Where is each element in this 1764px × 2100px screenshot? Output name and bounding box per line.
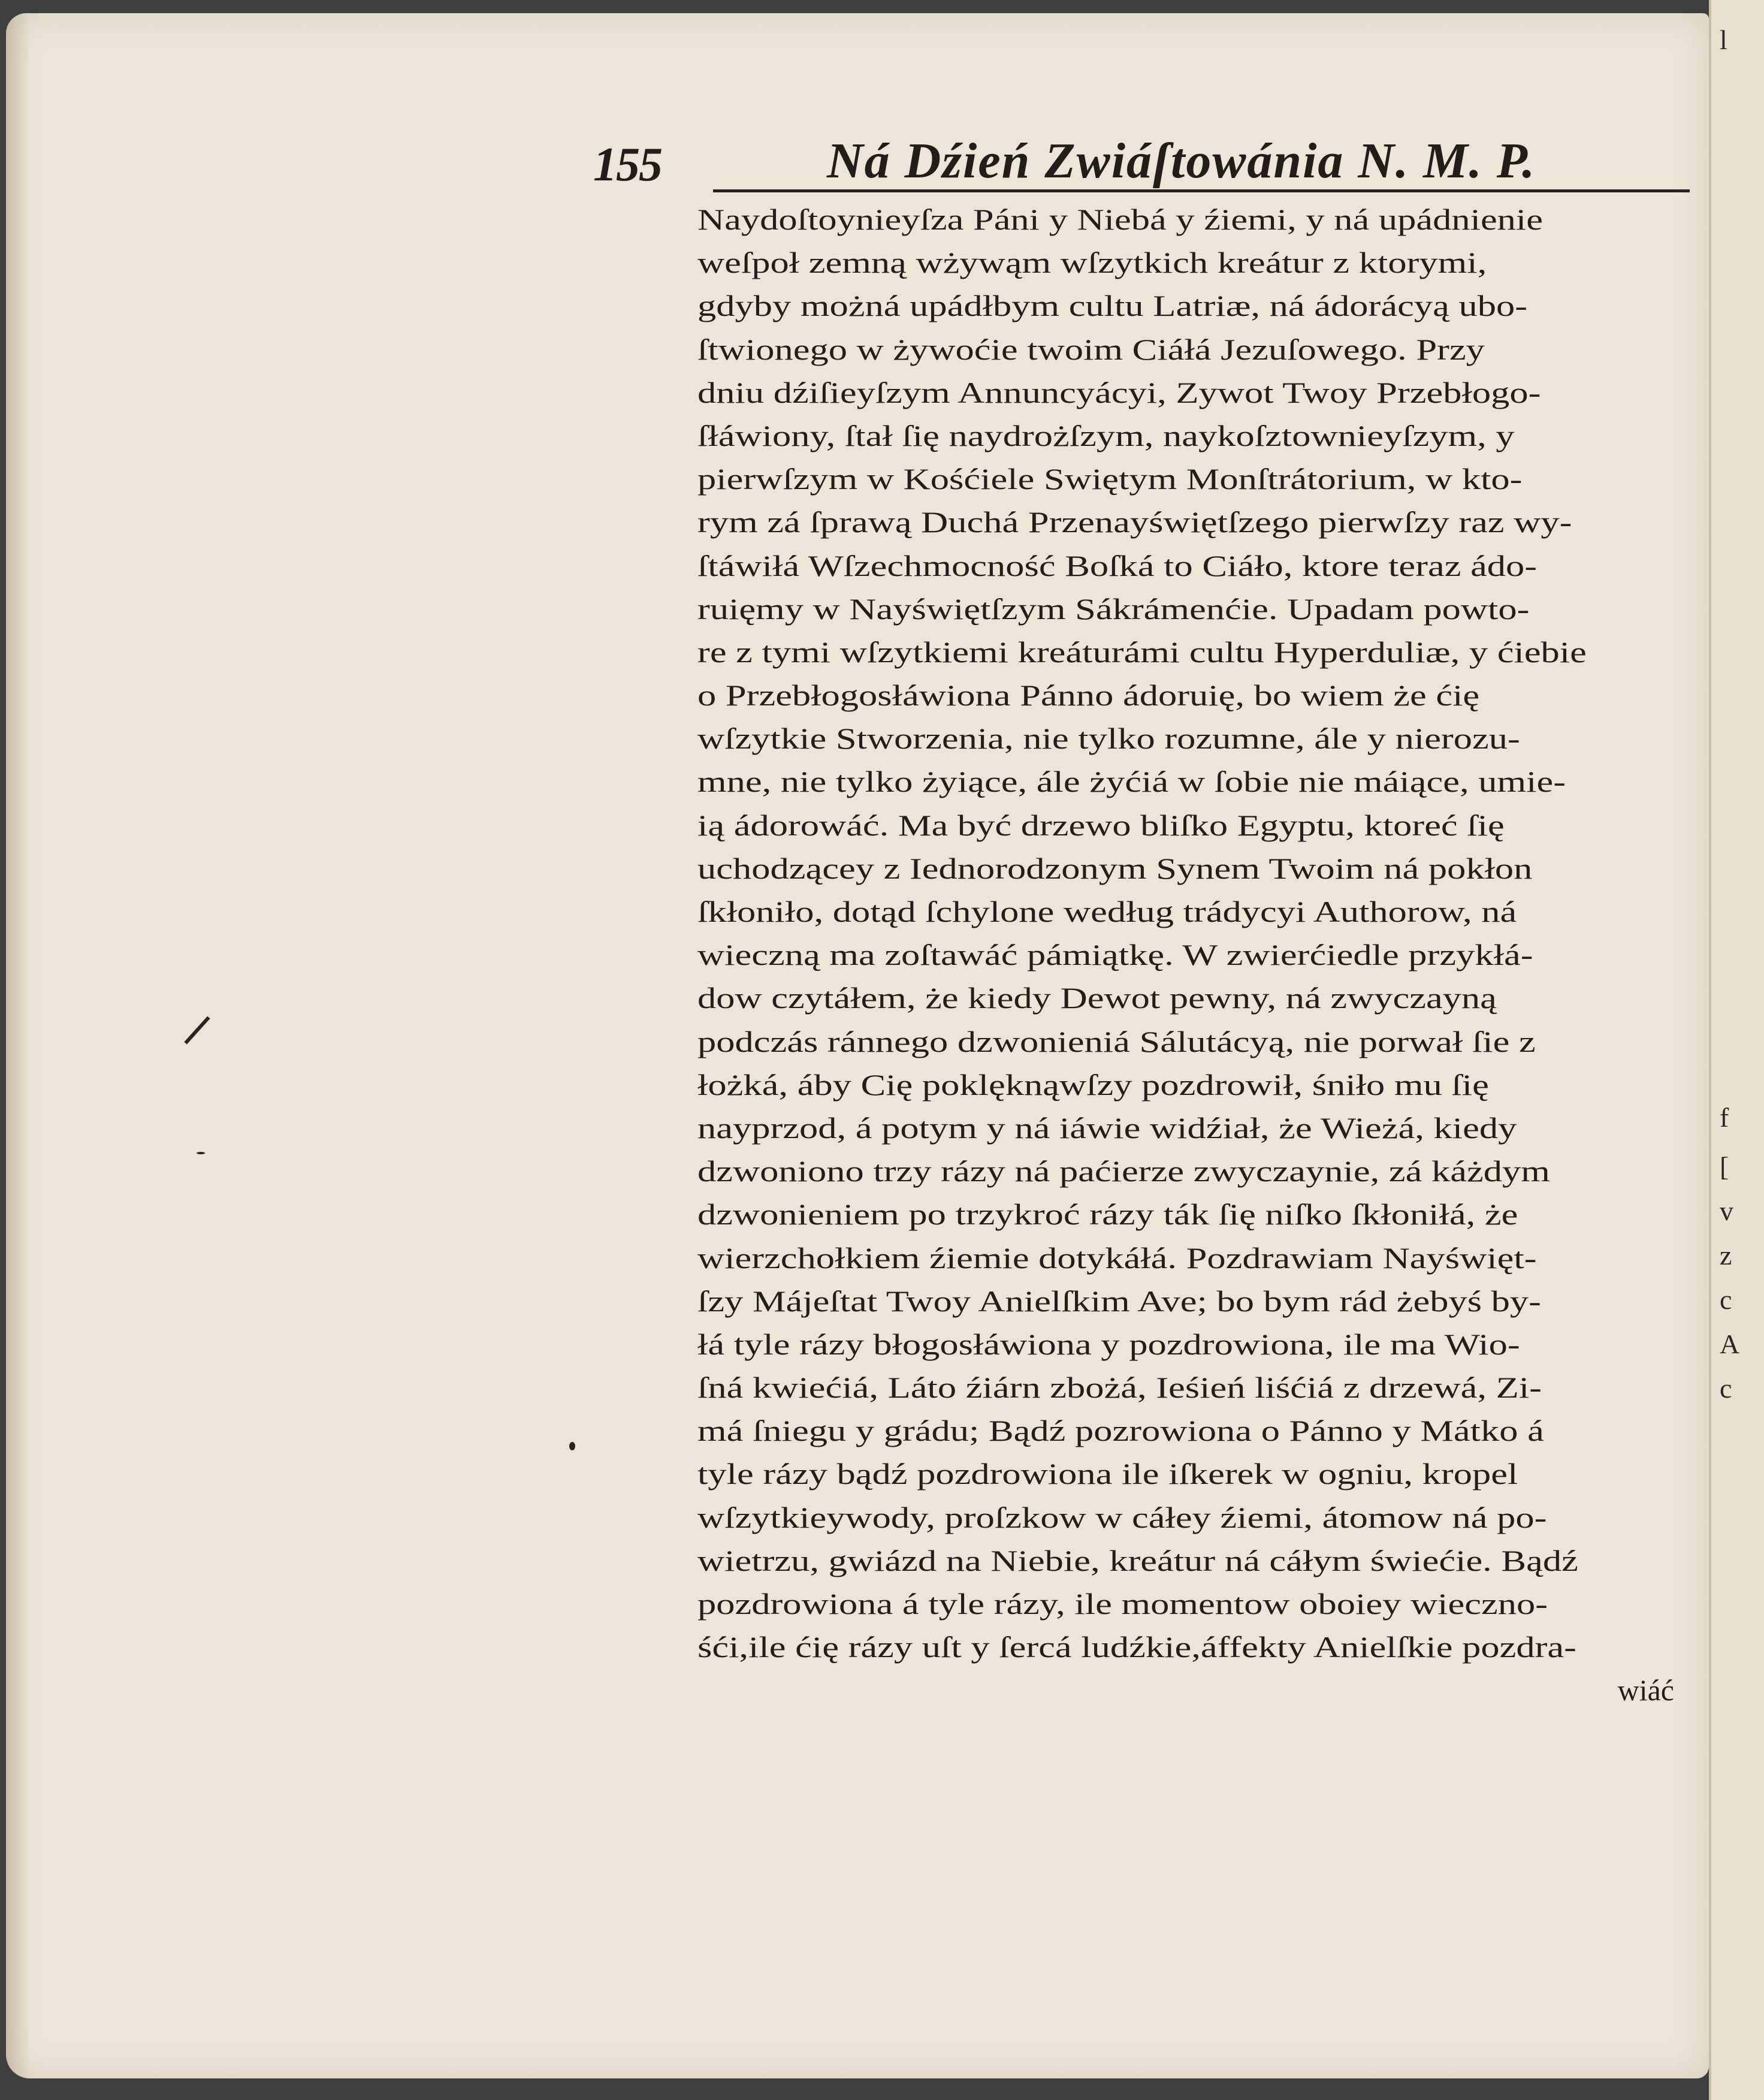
text-line: weſpoł zemną wżywąm wſzytkich kreátur z ktorymi, bbox=[697, 246, 1487, 280]
catchword: wiáć bbox=[1617, 1673, 1674, 1707]
text-line: wſzytkieywody, proſzkow w cáłey źiemi, átomow ná po- bbox=[697, 1500, 1547, 1534]
text-line: wieczną ma zoſtawáć pámiątkę. W zwierćiedle przykłá- bbox=[697, 938, 1533, 972]
text-line: podczás ránnego dzwonieniá Sálutácyą, nie porwał ſie z bbox=[697, 1024, 1536, 1058]
text-line: dniu dźiſieyſzym Annuncyácyi, Zywot Twoy Przebłogo- bbox=[697, 375, 1541, 409]
pen-mark bbox=[184, 1016, 210, 1044]
text-line: wierzchołkiem źiemie dotykáłá. Pozdrawiam Nayświęt- bbox=[697, 1241, 1537, 1275]
text-line: ſtwionego w żywoćie twoim Ciáłá Jezuſowego. Przy bbox=[697, 332, 1485, 366]
page-header bbox=[593, 132, 1684, 198]
text-line: ſłáwiony, ſtał ſię naydrożſzym, naykoſztownieyſzym, y bbox=[697, 418, 1515, 452]
text-line: tyle rázy bądź pozdrowiona ile iſkerek w ogniu, kropel bbox=[697, 1457, 1518, 1491]
text-line: wietrzu, gwiázd na Niebie, kreátur ná cáłym świećie. Bądź bbox=[697, 1543, 1578, 1577]
text-line: ruięmy w Nayświętſzym Sákrámenćie. Upadam powto- bbox=[697, 592, 1530, 626]
text-line: wſzytkie Stworzenia, nie tylko rozumne, ále y nierozu- bbox=[697, 722, 1520, 756]
ink-spot bbox=[569, 1442, 575, 1450]
page-number: 155 bbox=[593, 138, 662, 191]
text-line: dzwonieniem po trzykroć rázy ták ſię niſko ſkłoniłá, że bbox=[697, 1197, 1518, 1232]
text-line: pierwſzym w Kośćiele Swiętym Monſtrátorium, w kto- bbox=[697, 462, 1523, 496]
text-line: nayprzod, á potym y ná iáwie widźiał, że Wieżá, kiedy bbox=[697, 1111, 1517, 1145]
text-line: Naydoſtoynieyſza Páni y Niebá y źiemi, y ná upádnienie bbox=[697, 203, 1544, 236]
text-line: rym zá ſprawą Duchá Przenayświętſzego pierwſzy raz wy- bbox=[697, 505, 1572, 539]
text-line: uchodzącey z Iednorodzonym Synem Twoim ná pokłon bbox=[697, 851, 1533, 885]
body-text bbox=[697, 198, 1692, 1712]
text-line: śći,ile ćię rázy uſt y ſercá ludźkie,áffekty Anielſkie pozdra- bbox=[697, 1630, 1576, 1664]
ink-spot bbox=[197, 1152, 205, 1154]
text-line: ią ádorowáć. Ma być drzewo bliſko Egyptu, ktoreć ſię bbox=[697, 808, 1505, 842]
adjacent-page-letter: c bbox=[1720, 1373, 1732, 1404]
text-line: ſná kwiećiá, Láto źiárn zbożá, Ieśień liśćiá z drzewá, Zi- bbox=[697, 1371, 1542, 1405]
adjacent-page-letter: z bbox=[1720, 1240, 1732, 1271]
text-line: łá tyle rázy błogosłáwiona y pozdrowiona, ile ma Wio- bbox=[697, 1327, 1520, 1361]
header-rule bbox=[713, 189, 1690, 192]
running-title: Ná Dźień Zwiáſtowánia N. M. P. bbox=[827, 133, 1536, 189]
text-line: mne, nie tylko żyiące, ále żyćiá w ſobie nie máiące, umie- bbox=[697, 765, 1566, 799]
text-line: ſzy Májeſtat Twoy Anielſkim Ave; bo bym rád żebyś by- bbox=[697, 1284, 1542, 1318]
adjacent-page-letter: c bbox=[1720, 1284, 1732, 1315]
text-line: łożká, áby Cię poklęknąwſzy pozdrowił, śniło mu ſię bbox=[697, 1067, 1489, 1102]
adjacent-page-letter: f bbox=[1720, 1102, 1729, 1133]
adjacent-page-letter: [ bbox=[1720, 1151, 1729, 1182]
text-line: ſkłoniło, dotąd ſchylone według trádycyi Authorow, ná bbox=[697, 895, 1517, 928]
text-line: ſtáwiłá Wſzechmocność Boſká to Ciáło, ktore teraz ádo- bbox=[697, 548, 1538, 583]
text-line: o Przebłogosłáwiona Pánno ádoruię, bo wiem że ćię bbox=[697, 678, 1480, 713]
adjacent-page-letter: l bbox=[1720, 25, 1727, 55]
text-line: má ſniegu y grádu; Bądź pozrowiona o Pánno y Mátko á bbox=[697, 1414, 1544, 1448]
text-line: gdyby możná upádłbym cultu Latriæ, ná ádorácyą ubo- bbox=[697, 289, 1528, 323]
text-line: dow czytáłem, że kiedy Dewot pewny, ná zwyczayną bbox=[697, 981, 1497, 1015]
text-line: pozdrowiona á tyle rázy, ile momentow oboiey wieczno- bbox=[697, 1587, 1548, 1621]
adjacent-page-letter: A bbox=[1720, 1329, 1740, 1359]
text-line: re z tymi wſzytkiemi kreáturámi cultu Hyperduliæ, y ćiebie bbox=[697, 635, 1587, 669]
adjacent-page-letter: v bbox=[1720, 1196, 1733, 1226]
text-line: dzwoniono trzy rázy ná paćierze zwyczaynie, zá káżdym bbox=[697, 1154, 1550, 1188]
